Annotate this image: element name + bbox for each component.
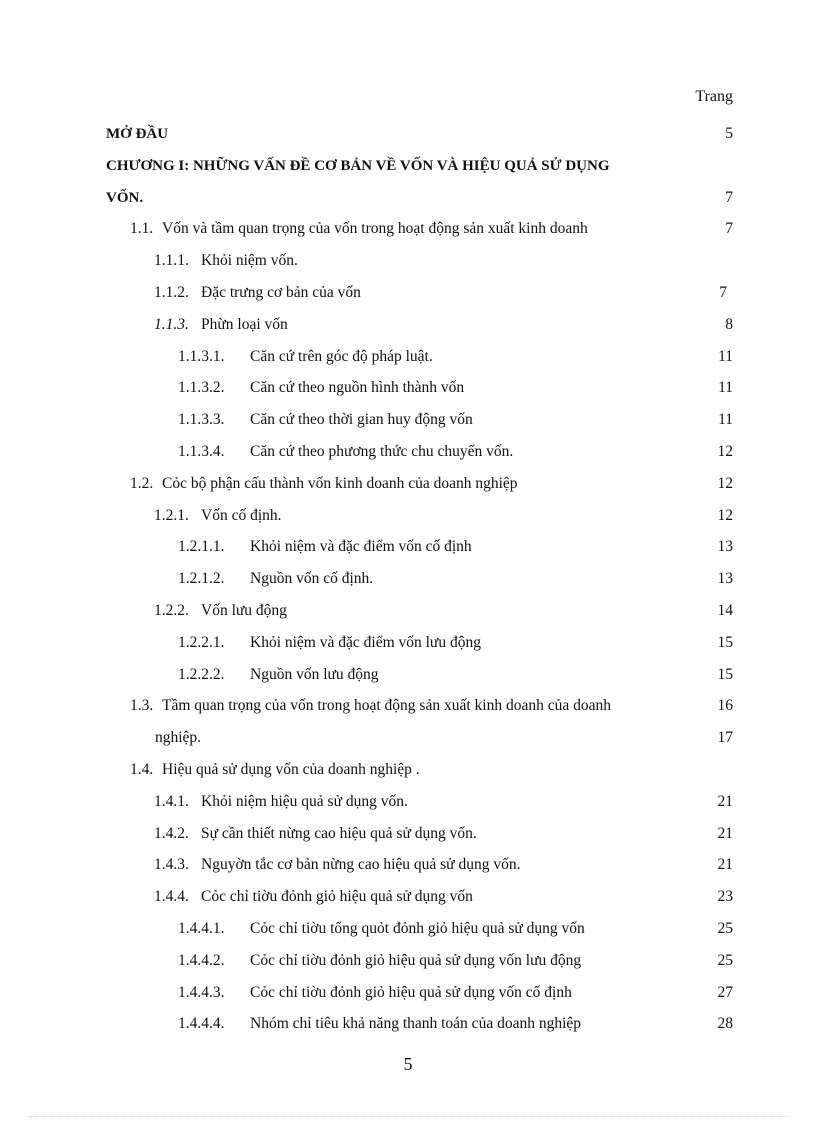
toc-entry-page: 15 (717, 633, 733, 651)
toc-entry (0, 945, 816, 977)
toc-entry-title: Khỏi niệm và đặc điểm vốn cố định (250, 538, 472, 556)
toc-entry (0, 818, 816, 850)
toc-entry (0, 595, 816, 627)
toc-entry (0, 404, 816, 436)
toc-entry-number: 1.1. (130, 220, 154, 238)
toc-entry-number: 1.1.3.4. (178, 443, 225, 460)
page-column-label: Trang (695, 88, 733, 105)
toc-entry-title: Cỏc bộ phận cấu thành vốn kinh doanh của doanh nghiệp (162, 474, 518, 492)
toc-entry (0, 722, 816, 754)
toc-entry (0, 659, 816, 691)
toc-entry-title: Nhóm chỉ tiêu khả năng thanh toán của doanh nghiệp (250, 1015, 582, 1033)
toc-entry (0, 468, 816, 500)
toc-entry-title: CHƯƠNG I: NHỮNG VẤN ĐỀ CƠ BẢN VỀ VỐN VÀ HIỆU QUẢ SỬ DỤNG (106, 157, 610, 174)
toc-entry-number: 1.2.2.1. (178, 633, 225, 651)
toc-entry-page: 7 (725, 188, 733, 206)
toc-entry-number: 1.4.1. (154, 792, 189, 810)
toc-entry-page: 11 (718, 379, 733, 397)
toc-entry-title: Cỏc chỉ tiờu đỏnh giỏ hiệu quả sử dụng vốn (201, 888, 473, 906)
toc-entry-number: 1.4.3. (154, 856, 189, 874)
toc-entry (0, 849, 816, 881)
toc-entry-page: 21 (717, 824, 733, 842)
toc-entry-title: Cỏc chỉ tiờu tổng quỏt đỏnh giỏ hiệu quả sử dụng vốn (250, 920, 585, 937)
toc-entry-title: Sự cần thiết nừng cao hiệu quả sử dụng vốn. (201, 824, 477, 842)
toc-entry-title: Nguồn vốn lưu động (250, 665, 379, 683)
toc-entry-number: 1.1.3.2. (178, 379, 225, 397)
toc-entry-number: 1.2.1. (154, 506, 189, 524)
toc-entry-page: 23 (717, 888, 733, 906)
toc-entry-title: Khỏi niệm vốn. (201, 252, 298, 270)
toc-entry-page: 7 (725, 220, 733, 238)
toc-entry (0, 500, 816, 532)
toc-entry (0, 563, 816, 595)
toc-entry-number: 1.1.3.3. (178, 411, 225, 429)
page-bottom-divider (28, 1116, 788, 1117)
toc-entry-title: Tầm quan trọng của vốn trong hoạt động sản xuất kinh doanh của doanh (162, 697, 611, 715)
toc-entry-page: 25 (717, 951, 733, 969)
toc-entry-number: 1.4. (130, 761, 154, 778)
toc-entry-page: 7 (719, 284, 727, 301)
toc-entry-title: Căn cứ theo nguồn hình thành vốn (250, 379, 465, 397)
toc-entry-title: MỞ ĐẦU (106, 126, 169, 142)
toc-entry-page: 25 (717, 920, 733, 937)
toc-entry (0, 531, 816, 563)
toc-entry-page: 17 (717, 729, 733, 747)
toc-entry (0, 977, 816, 1009)
toc-entry (0, 627, 816, 659)
toc-entry-title: Đặc trưng cơ bản của vốn (201, 284, 361, 301)
toc-entry-page: 12 (717, 506, 733, 524)
toc-entry (0, 309, 816, 341)
toc-entry-page: 15 (717, 665, 733, 683)
toc-entry-title: Nguồn vốn cố định. (250, 570, 374, 588)
toc-entry (0, 913, 816, 945)
toc-entry-page: 27 (717, 983, 733, 1001)
toc-entry-number: 1.4.4.4. (178, 1015, 225, 1033)
toc-entry-number: 1.2.1.2. (178, 570, 225, 588)
toc-entry (0, 690, 816, 722)
toc-entry-number: 1.1.2. (154, 284, 189, 301)
toc-entry-page: 21 (717, 792, 733, 810)
toc-entry (0, 118, 816, 150)
toc-entry (0, 182, 816, 214)
toc-entry-number: 1.2.2. (154, 602, 189, 619)
toc-entry-title: Vốn cố định. (201, 506, 282, 524)
toc-entry-number: 1.1.1. (154, 252, 189, 270)
toc-entry-number: 1.4.4.3. (178, 983, 225, 1001)
toc-entry-page: 21 (717, 856, 733, 874)
toc-entry-title: Cỏc chỉ tiờu đỏnh giỏ hiệu quả sử dụng vốn lưu động (250, 951, 582, 969)
toc-entry-title: Khỏi niệm hiệu quả sử dụng vốn. (201, 792, 408, 810)
toc-entry (0, 150, 816, 182)
toc-entry (0, 786, 816, 818)
toc-entry (0, 372, 816, 404)
toc-entry-page: 8 (725, 315, 733, 333)
toc-entry-number: 1.2. (130, 474, 154, 492)
toc-entry-number: 1.1.3.1. (178, 347, 225, 365)
toc-entry-title: Vốn và tầm quan trọng của vốn trong hoạt động sản xuất kinh doanh (162, 220, 588, 238)
toc-entry-title: Phừn loại vốn (201, 315, 288, 333)
toc-entry-title: Căn cứ theo phương thức chu chuyển vốn. (250, 443, 514, 460)
toc-entry-page: 11 (718, 347, 733, 365)
toc-entry-title: nghiệp. (155, 729, 202, 747)
toc-entry-page: 14 (717, 602, 733, 619)
toc-entry-page: 28 (717, 1015, 733, 1033)
toc-entry (0, 341, 816, 373)
page-number: 5 (403, 1054, 413, 1074)
toc-entry-number: 1.1.3. (154, 315, 189, 333)
toc-entry-page: 12 (717, 443, 733, 460)
toc-entry-title: Căn cứ theo thời gian huy động vốn (250, 411, 473, 429)
toc-entry-title: Hiệu quả sử dụng vốn của doanh nghiệp . (162, 761, 420, 778)
toc-entry (0, 754, 816, 786)
toc-entry (0, 436, 816, 468)
toc-entry-number: 1.4.4.2. (178, 951, 225, 969)
toc-entry-title: Căn cứ trên góc độ pháp luật. (250, 347, 433, 365)
toc-entry-page: 13 (717, 570, 733, 588)
toc-entry-title: Cỏc chỉ tiờu đỏnh giỏ hiệu quả sử dụng vốn cố định (250, 983, 572, 1001)
toc-entry-number: 1.4.4. (154, 888, 189, 906)
toc-entry-number: 1.4.2. (154, 824, 189, 842)
toc-entry-title: VỐN. (106, 189, 144, 206)
toc-entry (0, 277, 816, 309)
toc-entry (0, 245, 816, 277)
toc-entry-page: 5 (725, 125, 733, 142)
toc-entry-title: Nguyờn tắc cơ bản nừng cao hiệu quả sử dụng vốn. (201, 856, 521, 874)
toc-entry-title: Vốn lưu động (201, 602, 287, 619)
toc-entry (0, 213, 816, 245)
toc-entry-title: Khỏi niệm và đặc điểm vốn lưu động (250, 633, 481, 651)
toc-entry-number: 1.4.4.1. (178, 920, 225, 937)
toc-entry-number: 1.2.2.2. (178, 665, 225, 683)
toc-entry (0, 1008, 816, 1040)
toc-entry-page: 12 (717, 474, 733, 492)
table-of-contents (0, 118, 816, 1033)
toc-entry-page: 16 (717, 697, 733, 715)
toc-entry-page: 11 (718, 411, 733, 429)
toc-entry-page: 13 (717, 538, 733, 556)
toc-entry-number: 1.2.1.1. (178, 538, 225, 556)
toc-entry (0, 881, 816, 913)
toc-entry-number: 1.3. (130, 697, 154, 715)
